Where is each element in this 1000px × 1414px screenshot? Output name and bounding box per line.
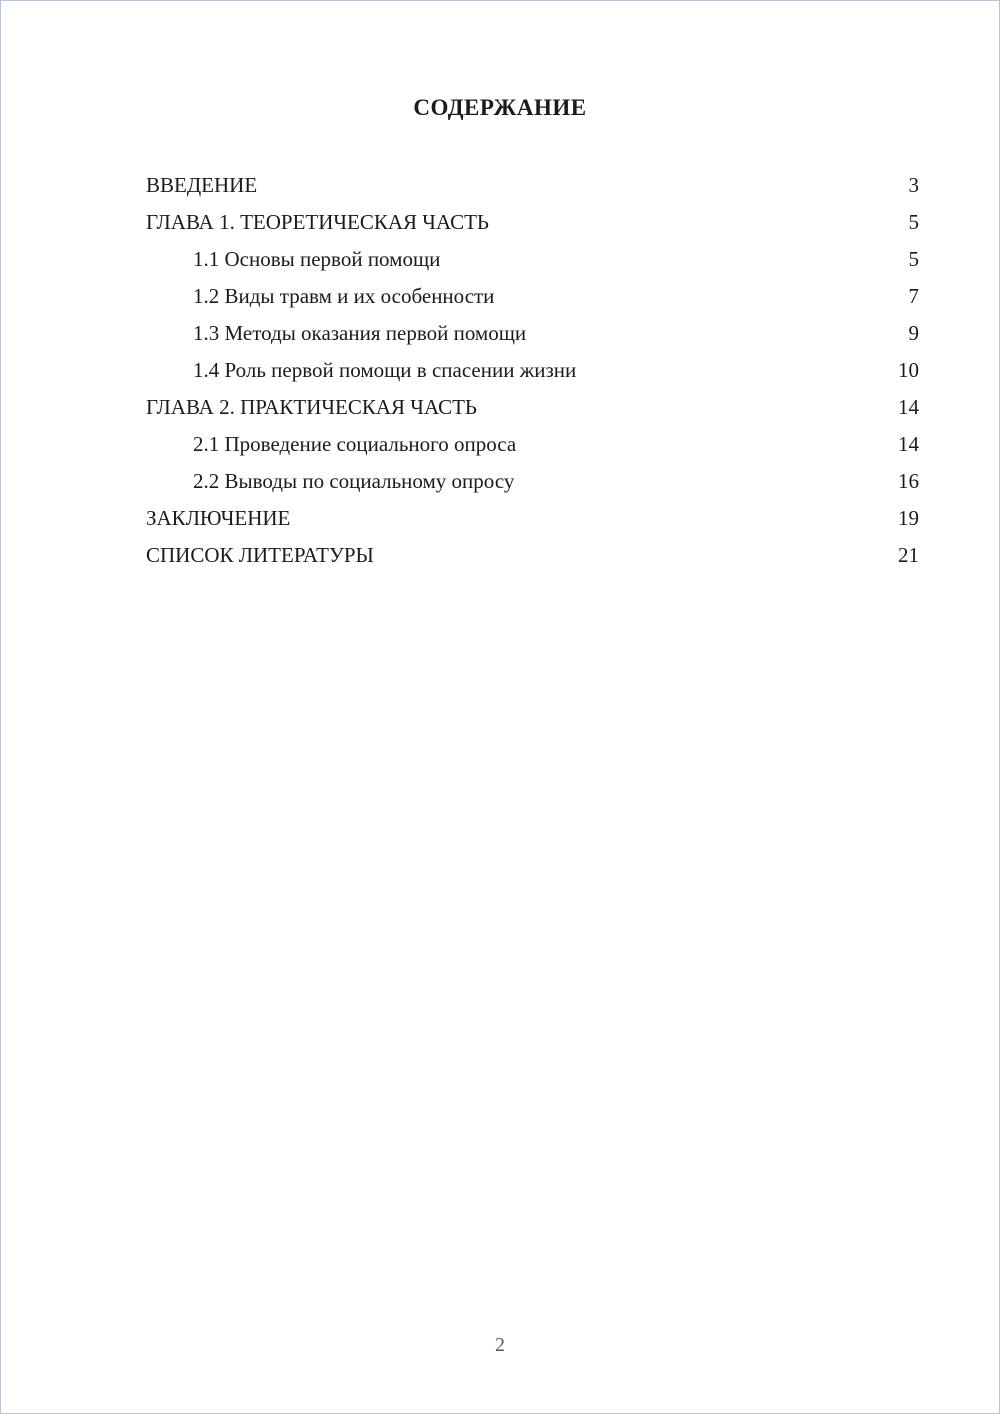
toc-entry	[146, 241, 919, 278]
toc-entry	[146, 426, 919, 463]
table-of-contents	[146, 167, 919, 574]
toc-entry	[146, 389, 919, 426]
toc-entry-page: 16	[898, 469, 919, 493]
toc-entry-page: 10	[898, 358, 919, 382]
toc-entry-label: 1.2 Виды травм и их особенности	[193, 284, 495, 308]
toc-entry-label: СПИСОК ЛИТЕРАТУРЫ	[146, 543, 374, 567]
page-title: СОДЕРЖАНИЕ	[413, 95, 587, 120]
toc-entry-page: 7	[908, 284, 919, 308]
toc-entry	[146, 537, 919, 574]
toc-entry	[146, 278, 919, 315]
toc-entry-page: 14	[898, 395, 919, 419]
toc-entry	[146, 204, 919, 241]
toc-entry-page: 5	[908, 247, 919, 271]
toc-entry-label: ГЛАВА 2. ПРАКТИЧЕСКАЯ ЧАСТЬ	[146, 395, 477, 419]
toc-entry-page: 21	[898, 543, 919, 567]
toc-entry-label: 1.3 Методы оказания первой помощи	[193, 321, 527, 345]
toc-entry-label: ЗАКЛЮЧЕНИЕ	[146, 506, 291, 530]
toc-entry	[146, 315, 919, 352]
toc-entry-page: 9	[908, 321, 919, 345]
toc-entry-label: ВВЕДЕНИЕ	[146, 173, 258, 197]
toc-entry-label: ГЛАВА 1. ТЕОРЕТИЧЕСКАЯ ЧАСТЬ	[146, 210, 489, 234]
toc-entry-page: 5	[908, 210, 919, 234]
toc-entry-label: 2.1 Проведение социального опроса	[193, 432, 517, 456]
toc-entry-label: 1.4 Роль первой помощи в спасении жизни	[193, 358, 577, 382]
toc-entry	[146, 500, 919, 537]
toc-entry-page: 3	[908, 173, 919, 197]
toc-entry-page: 14	[898, 432, 919, 456]
toc-entry-label: 2.2 Выводы по социальному опросу	[193, 469, 515, 493]
toc-entry	[146, 167, 919, 204]
toc-entry	[146, 352, 919, 389]
toc-entry-page: 19	[898, 506, 919, 530]
toc-entry-label: 1.1 Основы первой помощи	[193, 247, 441, 271]
page-number: 2	[495, 1334, 505, 1356]
toc-entry	[146, 463, 919, 500]
